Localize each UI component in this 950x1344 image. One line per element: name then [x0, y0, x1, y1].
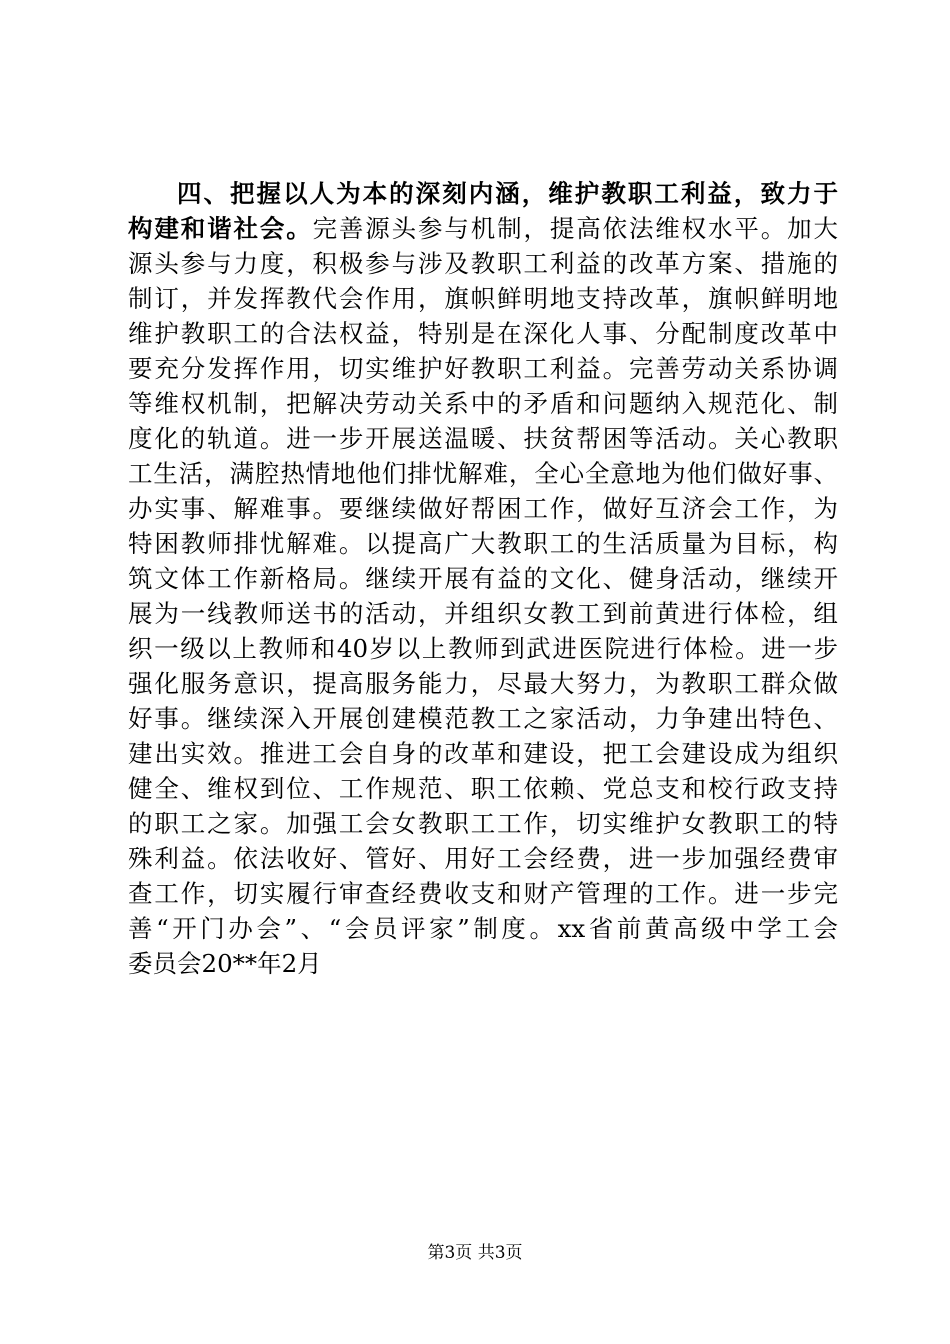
paragraph-line: 善“开门办会”、“会员评家”制度。xx省前黄高级中学工会: [128, 914, 838, 943]
paragraph-line: 的职工之家。加强工会女教职工工作，切实维护女教职工的特: [128, 809, 838, 838]
paragraph-line: 等维权机制，把解决劳动关系中的矛盾和问题纳入规范化、制: [128, 389, 838, 418]
paragraph-line: 殊利益。依法收好、管好、用好工会经费，进一步加强经费审: [128, 844, 838, 873]
paragraph-line: 好事。继续深入开展创建模范教工之家活动，力争建出特色、: [128, 704, 838, 733]
section-heading: 四、把握以人为本的深刻内涵，维护教职工利益，致力于: [177, 179, 838, 208]
paragraph-line: 制订，并发挥教代会作用，旗帜鲜明地支持改革，旗帜鲜明地: [128, 284, 838, 313]
paragraph-line: 筑文体工作新格局。继续开展有益的文化、健身活动，继续开: [128, 564, 838, 593]
paragraph-line: 建出实效。推进工会自身的改革和建设，把工会建设成为组织: [128, 739, 838, 768]
paragraph-line: 源头参与力度，积极参与涉及教职工利益的改革方案、措施的: [128, 249, 838, 278]
paragraph-line: 健全、维权到位、工作规范、职工依赖、党总支和校行政支持: [128, 774, 838, 803]
paragraph-line: 要充分发挥作用，切实维护好教职工利益。完善劳动关系协调: [128, 354, 838, 383]
paragraph-line: [128, 176, 838, 211]
paragraph-line: 强化服务意识，提高服务能力，尽最大努力，为教职工群众做: [128, 669, 838, 698]
paragraph-line: 工生活，满腔热情地他们排忧解难，全心全意地为他们做好事、: [128, 459, 838, 488]
paragraph-line: 委员会20**年2月: [128, 949, 322, 978]
paragraph-line: [128, 211, 838, 246]
line-text: 完善源头参与机制，提高依法维权水平。加大: [312, 214, 839, 243]
paragraph-line: 办实事、解难事。要继续做好帮困工作，做好互济会工作，为: [128, 494, 838, 523]
paragraph-line: 特困教师排忧解难。以提高广大教职工的生活质量为目标，构: [128, 529, 838, 558]
paragraph-line: 度化的轨道。进一步开展送温暖、扶贫帮困等活动。关心教职: [128, 424, 838, 453]
section-heading: 构建和谐社会。: [128, 214, 313, 243]
paragraph-line: 织一级以上教师和40岁以上教师到武进医院进行体检。进一步: [128, 634, 838, 663]
paragraph-line: 维护教职工的合法权益，特别是在深化人事、分配制度改革中: [128, 319, 838, 348]
paragraph-line: 查工作，切实履行审查经费收支和财产管理的工作。进一步完: [128, 879, 838, 908]
document-body: [128, 176, 838, 981]
paragraph-line: 展为一线教师送书的活动，并组织女教工到前黄进行体检，组: [128, 599, 838, 628]
page-number-footer: 第3页 共3页: [427, 1243, 523, 1263]
